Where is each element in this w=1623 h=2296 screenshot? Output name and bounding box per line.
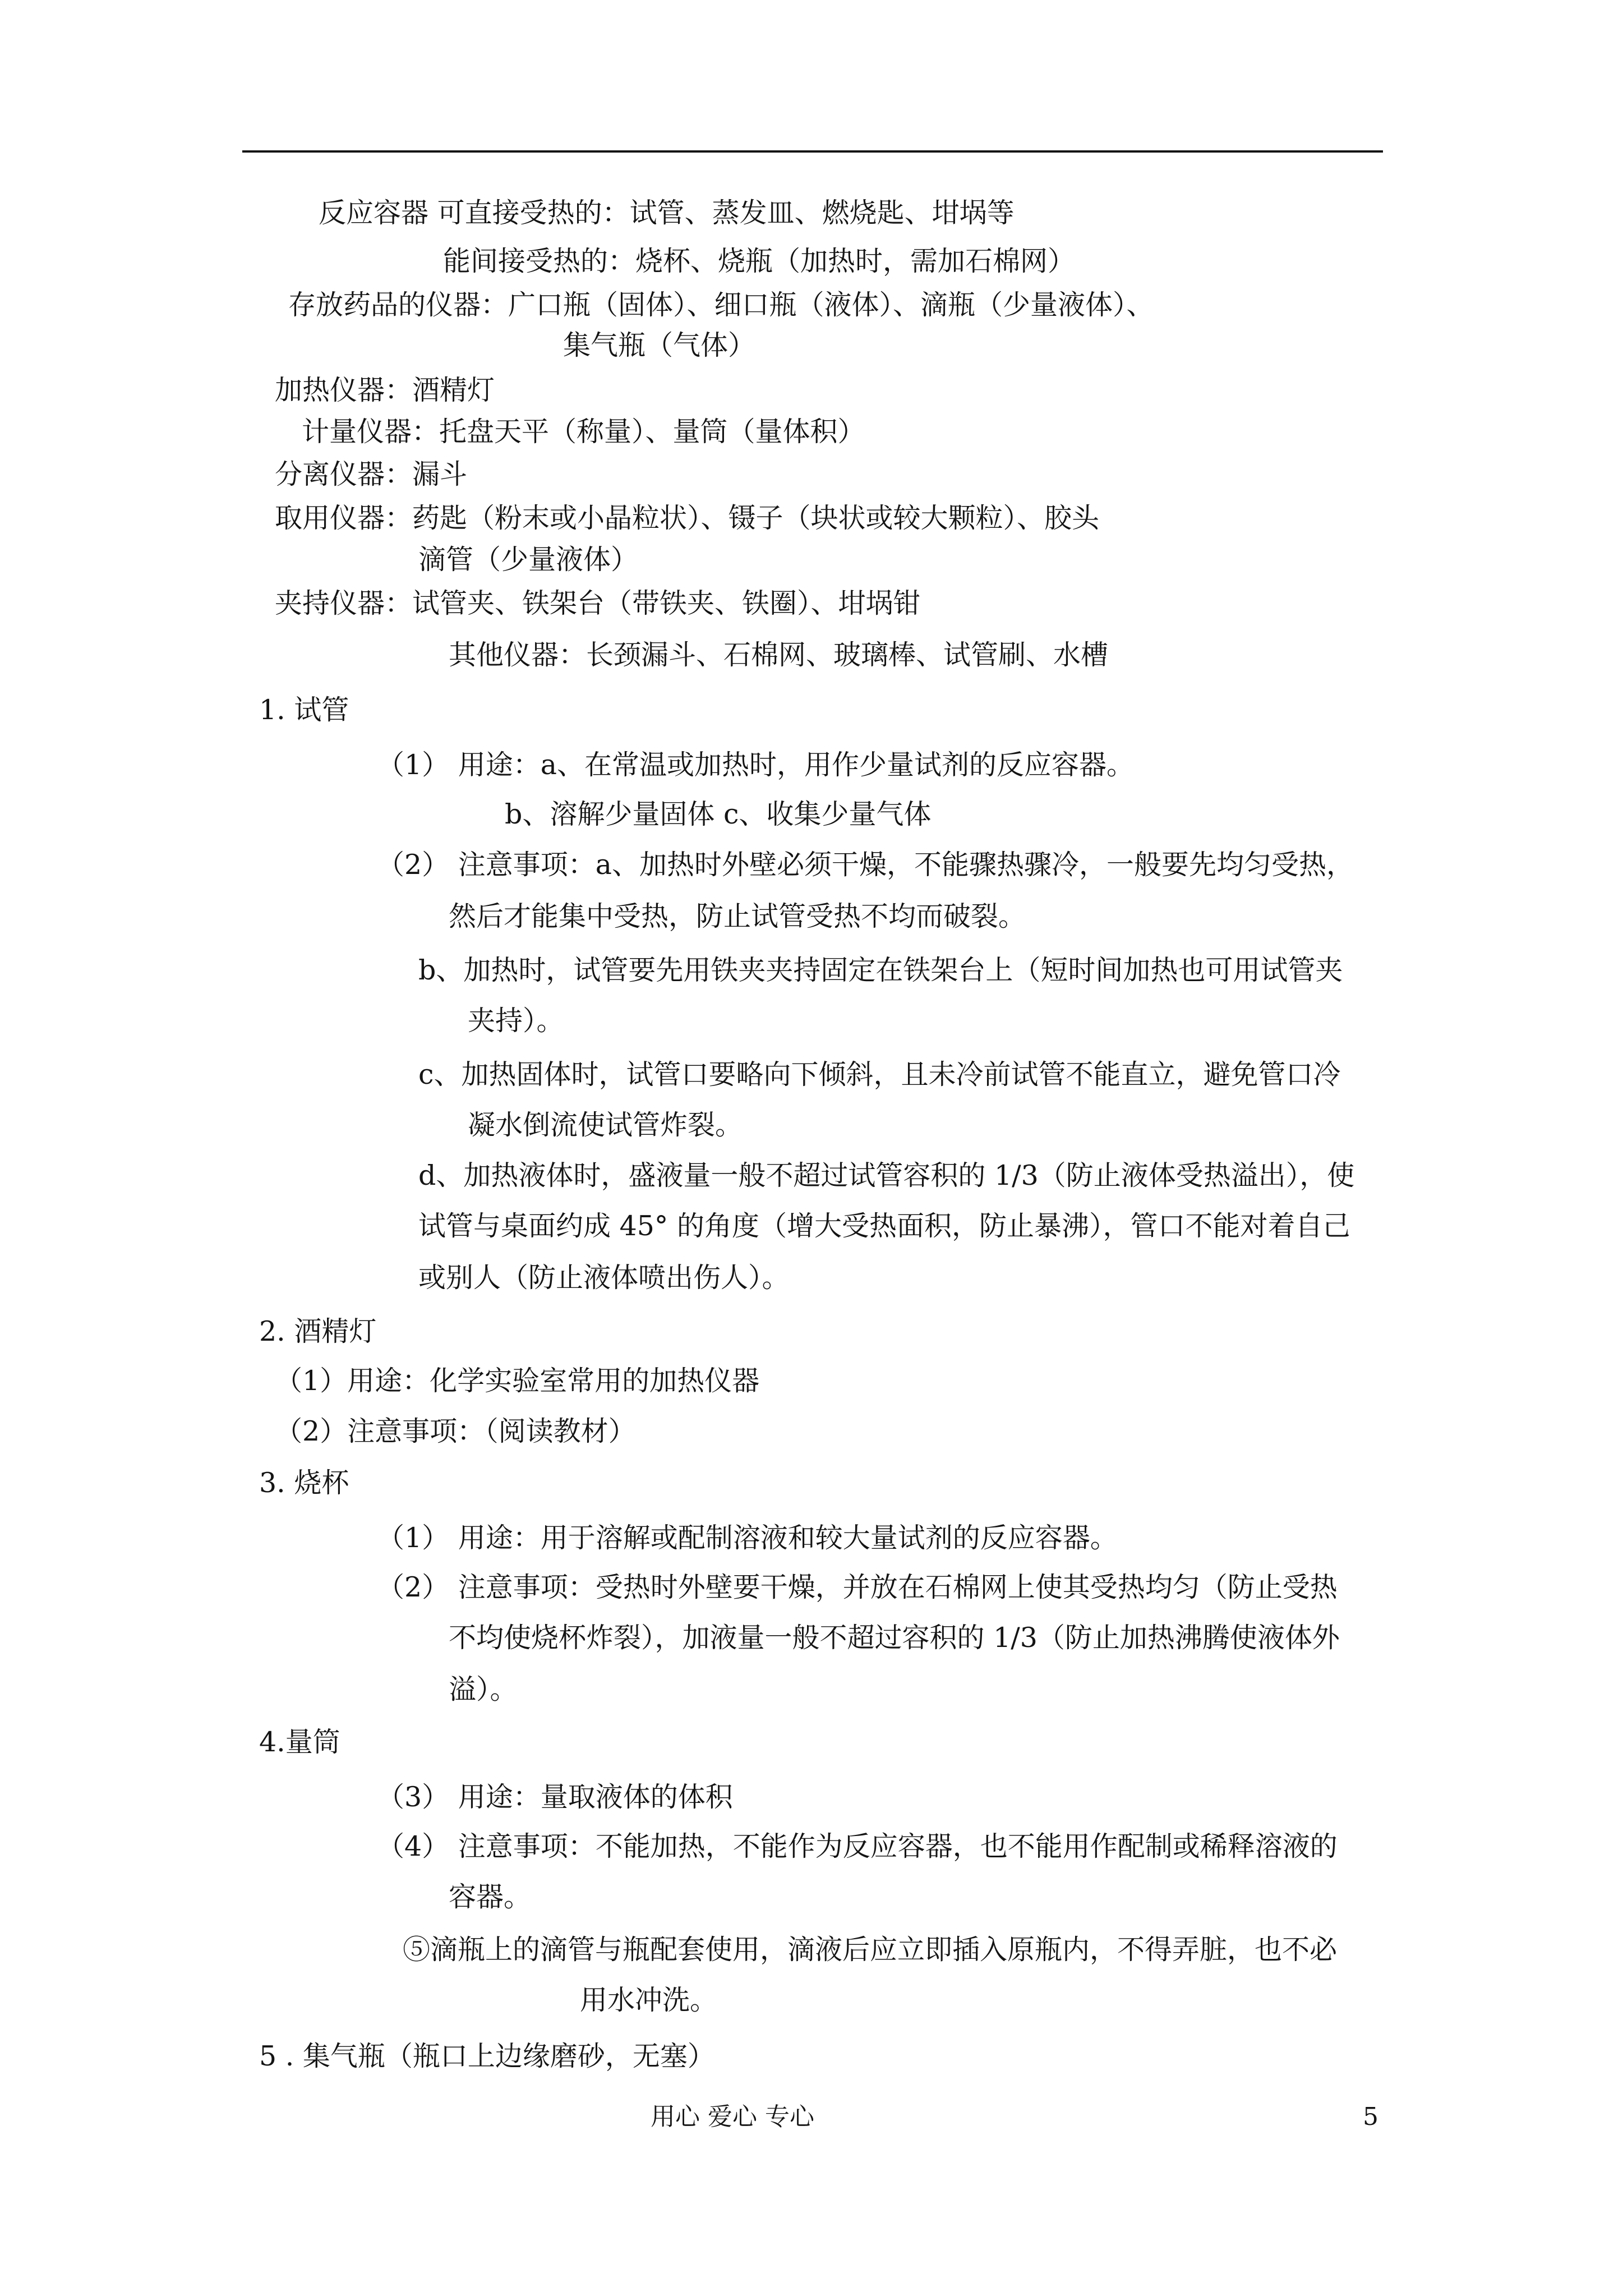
text-line: 反应容器 可直接受热的：试管、蒸发皿、燃烧匙、坩埚等 — [319, 197, 1015, 229]
text-line: （2）注意事项：（阅读教材） — [275, 1415, 636, 1447]
text-line: ⑤滴瓶上的滴管与瓶配套使用，滴液后应立即插入原瓶内，不得弄脏，也不必 — [403, 1934, 1338, 1966]
text-line: d、加热液体时，盛液量一般不超过试管容积的 1/3（防止液体受热溢出），使 — [418, 1159, 1355, 1191]
text-line: （4） 注意事项：不能加热，不能作为反应容器，也不能用作配制或稀释溶液的 — [377, 1830, 1338, 1862]
section-heading: 5 . 集气瓶（瓶口上边缘磨砂，无塞） — [259, 2040, 715, 2072]
text-line: 然后才能集中受热，防止试管受热不均而破裂。 — [449, 900, 1026, 932]
text-line: 容器。 — [449, 1881, 532, 1913]
header-rule — [242, 150, 1383, 153]
text-line: 存放药品的仪器：广口瓶（固体）、细口瓶（液体）、滴瓶（少量液体）、 — [288, 289, 1154, 321]
text-line: c、加热固体时，试管口要略向下倾斜，且未冷前试管不能直立，避免管口冷 — [418, 1059, 1341, 1091]
text-line: 其他仪器：长颈漏斗、石棉网、玻璃棒、试管刷、水槽 — [449, 639, 1109, 671]
text-line: 滴管（少量液体） — [418, 544, 639, 576]
text-line: 夹持）。 — [468, 1005, 564, 1037]
section-heading: 1. 试管 — [259, 694, 349, 726]
text-line: 夹持仪器：试管夹、铁架台（带铁夹、铁圈）、坩埚钳 — [275, 587, 921, 619]
section-heading: 3. 烧杯 — [259, 1467, 349, 1499]
text-line: （1）用途：化学实验室常用的加热仪器 — [275, 1365, 760, 1397]
text-line: 加热仪器：酒精灯 — [275, 374, 495, 406]
text-line: 试管与桌面约成 45° 的角度（增大受热面积，防止暴沸），管口不能对着自己 — [418, 1210, 1350, 1242]
text-line: 计量仪器：托盘天平（称量）、量筒（量体积） — [302, 416, 865, 448]
text-line: 用水冲洗。 — [580, 1984, 718, 2016]
section-heading: 4.量筒 — [259, 1726, 340, 1758]
footer-motto: 用心 爱心 专心 — [651, 2102, 814, 2131]
text-line: 能间接受热的：烧杯、烧瓶（加热时，需加石棉网） — [443, 245, 1076, 277]
text-line: （1） 用途：a、在常温或加热时，用作少量试剂的反应容器。 — [377, 749, 1134, 781]
text-line: （2） 注意事项：受热时外壁要干燥，并放在石棉网上使其受热均匀（防止受热 — [377, 1571, 1338, 1603]
text-line: （2） 注意事项：a、加热时外壁必须干燥，不能骤热骤冷，一般要先均匀受热， — [377, 849, 1354, 881]
text-line: 取用仪器：药匙（粉末或小晶粒状）、镊子（块状或较大颗粒）、胶头 — [275, 502, 1100, 534]
text-line: （3） 用途：量取液体的体积 — [377, 1781, 733, 1813]
text-line: b、溶解少量固体 c、收集少量气体 — [505, 798, 932, 830]
section-heading: 2. 酒精灯 — [259, 1315, 377, 1347]
text-line: 凝水倒流使试管炸裂。 — [468, 1109, 743, 1141]
text-line: 或别人（防止液体喷出伤人）。 — [418, 1262, 790, 1294]
text-line: b、加热时，试管要先用铁夹夹持固定在铁架台上（短时间加热也可用试管夹 — [418, 954, 1343, 986]
text-line: 集气瓶（气体） — [563, 329, 756, 361]
text-line: （1） 用途：用于溶解或配制溶液和较大量试剂的反应容器。 — [377, 1522, 1118, 1554]
text-line: 溢）。 — [449, 1673, 518, 1705]
page-number: 5 — [1363, 2102, 1378, 2131]
text-line: 分离仪器：漏斗 — [275, 458, 468, 490]
text-line: 不均使烧杯炸裂），加液量一般不超过容积的 1/3（防止加热沸腾使液体外 — [449, 1622, 1340, 1654]
